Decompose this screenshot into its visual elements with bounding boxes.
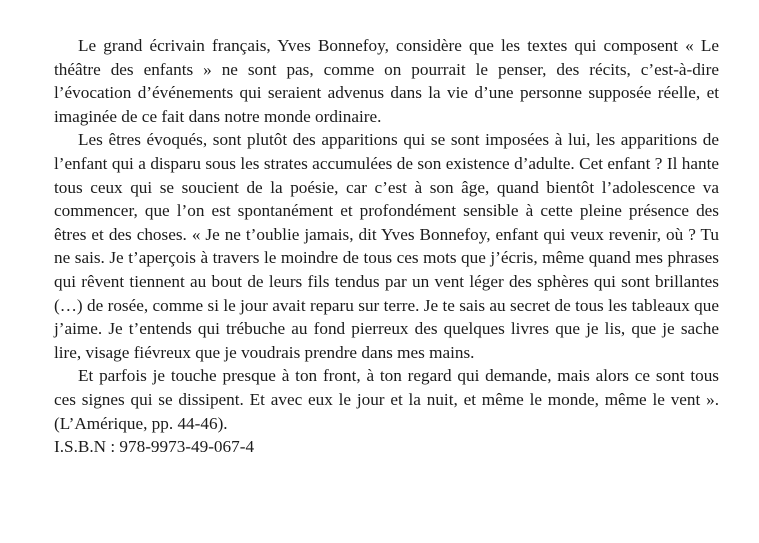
paragraph-2: Les êtres évoqués, sont plutôt des apparitions qui se sont imposées à lui, les apparitions de l’enfant qui a disparu sous les strates accumulées de son existence d’adulte. Cet enfant ? Il hante tous ceux qui se soucient de la poésie, car c’est à son âge, quand bientôt l’adolescence va commencer, que l’on est spontanément et profondément sensible à cette pleine présence des êtres et des choses. « Je ne t’oublie jamais, dit Yves Bonnefoy, enfant qui veux revenir, où ? Tu ne sais. Je t’aperçois à travers le moindre de tous ces mots que j’écris, même quand mes phrases qui rêvent tiennent au bout de leurs fils tendus par un vent léger des sphères qui sont brillantes (…) de rosée, comme si le jour avait reparu sur terre. Je te sais au secret de tous les tableaux que j’aime. Je t’entends qui trébuche au fond pierreux des quelques livres que je lis, que je sache lire, visage fiévreux que je voudrais prendre dans mes mains. — [54, 130, 719, 362]
isbn-line: I.S.B.N : 978-9973-49-067-4 — [54, 437, 255, 457]
text-block — [54, 34, 719, 459]
paragraph-1: Le grand écrivain français, Yves Bonnefoy, considère que les textes qui composent « Le théâtre des enfants » ne sont pas, comme on pourrait le penser, des récits, c’est-à-dire l’évocation d’événements qui seraient advenus dans la vie d’une personne supposée réelle, et imaginée de ce fait dans notre monde ordinaire. — [54, 36, 719, 126]
paragraph-3: Et parfois je touche presque à ton front, à ton regard qui demande, mais alors ce sont tous ces signes qui se dissipent. Et avec eux le jour et la nuit, et même le monde, même le vent ». (L’Amérique, pp. 44-46). — [54, 366, 719, 433]
